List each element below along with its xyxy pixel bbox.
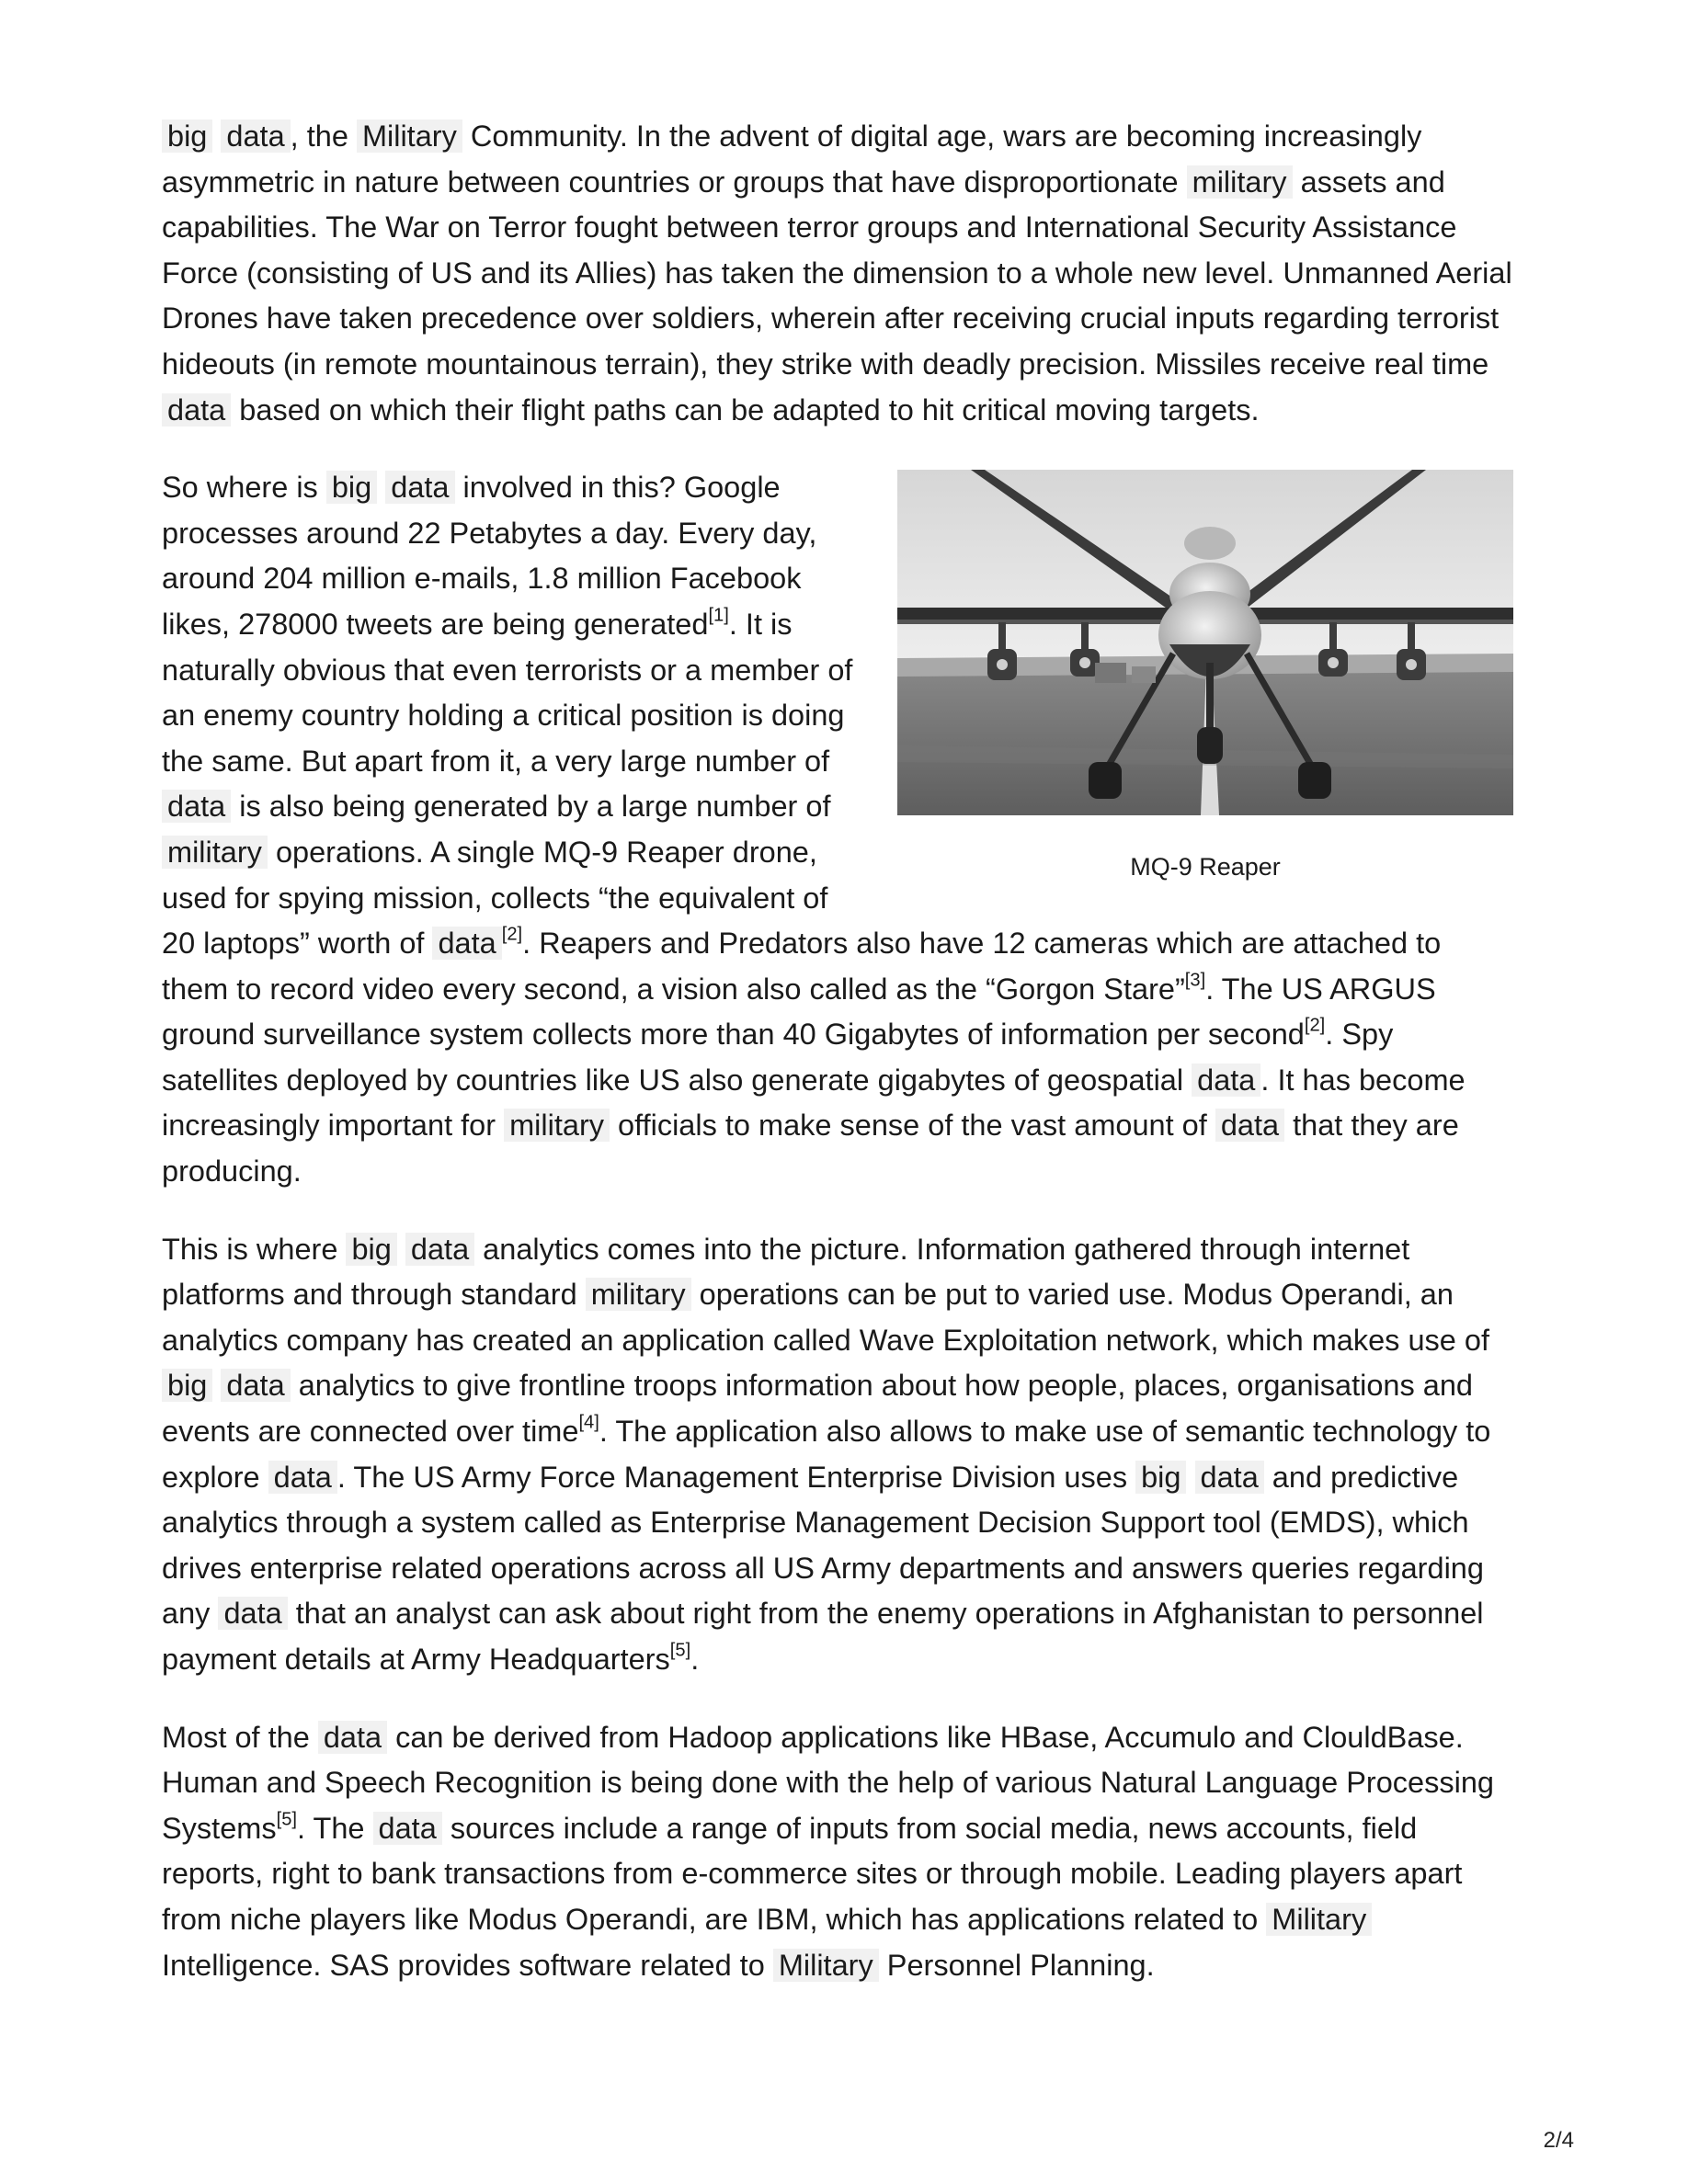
keyword-highlight: data [221,1369,290,1402]
article-body [162,114,1513,2020]
text-run: operations. A single MQ-9 Reaper drone, used for spying mission, collects “the equivalent of 20 laptops” worth of [162,835,828,961]
keyword-highlight: big [162,119,212,153]
text-run: that an analyst can ask about right from the enemy operations in Afghanistan to personnel payment details at Army Headquarters [162,1597,1484,1676]
keyword-highlight: data [218,1597,287,1630]
figure-mq9-reaper [897,470,1513,885]
text-run: . Spy satellites deployed by countries like US also generate gigabytes of geospatial [162,1018,1394,1097]
figure-caption: MQ-9 Reaper [1130,853,1281,882]
keyword-highlight: data [221,119,290,153]
text-run: . The US ARGUS ground surveillance system collects more than 40 Gigabytes of information per second [162,972,1436,1052]
text-run: . The application also allows to make use of semantic technology to explore [162,1415,1491,1494]
keyword-highlight: data [1192,1064,1260,1097]
text-run: . [690,1643,700,1676]
keyword-highlight: data [373,1812,442,1845]
citation-ref: [3] [1184,970,1206,991]
keyword-highlight: military [162,836,268,869]
citation-ref: [2] [501,924,523,945]
text-run: that they are producing. [162,1109,1459,1189]
text-run: Personnel Planning. [878,1948,1155,1982]
citation-ref: [1] [708,605,729,626]
text-run: . Reapers and Predators also have 12 cameras which are attached to them to record video every second, a vision also called as the “Gorgon Stare” [162,927,1442,1006]
keyword-highlight: big [326,471,377,504]
text-run: , the [290,119,357,153]
text-run: based on which their flight paths can be adapted to hit critical moving targets. [231,392,1260,427]
text-run: officials to make sense of the vast amount of [610,1109,1215,1143]
text-run: sources include a range of inputs from social media, news accounts, field reports, right to bank transactions from e-commerce sites or through mobile. Leading players apart from niche players like Modus Operandi, are IBM, which has applications related to [162,1811,1463,1936]
text-run: operations can be put to varied use. Modus Operandi, an analytics company has created an application called Wave Exploitation network, which makes use of [162,1278,1489,1357]
keyword-highlight: Military [773,1949,879,1982]
page-number: 2/4 [1543,2128,1574,2153]
text-run: and predictive analytics through a system called as Enterprise Management Decision Support tool (EMDS), which drives enterprise related operations across all US Army departments and answers queries regarding any [162,1460,1484,1631]
citation-ref: [2] [1304,1015,1326,1036]
text-run: analytics comes into the picture. Information gathered through internet platforms and through standard [162,1232,1410,1312]
text-run: Intelligence. SAS provides software related to [162,1948,773,1982]
paragraph-4 [162,1715,1513,1989]
text-run: . It is naturally obvious that even terrorists or a member of an enemy country holding a critical position is doing the same. But apart from it, a very large number of [162,607,853,778]
citation-ref: [4] [578,1412,599,1433]
text-run: involved in this? Google processes around 22 Petabytes a day. Every day, around 204 million e-mails, 1.8 million Facebook likes, 278000 tweets are being generated [162,471,817,641]
keyword-highlight: military [586,1278,691,1311]
keyword-highlight: data [318,1721,387,1754]
text-run: . It has become increasingly important for [162,1063,1466,1143]
citation-ref: [5] [276,1809,298,1830]
citation-ref: [5] [669,1640,691,1661]
text-run: can be derived from Hadoop applications like HBase, Accumulo and ClouldBase. Human and Speech Recognition is being done with the help of various Natural Language Processing Systems [162,1720,1494,1845]
drone-photo [897,470,1513,815]
keyword-highlight: data [385,471,454,504]
paragraph-1 [162,114,1513,433]
text-run: This is where [162,1232,347,1266]
keyword-highlight: military [1187,165,1293,199]
keyword-highlight: data [405,1233,474,1266]
text-run: . The US Army Force Management Enterprise Division uses [336,1460,1136,1494]
text-run: So where is [162,471,326,505]
keyword-highlight: big [1135,1461,1186,1494]
keyword-highlight: big [162,1369,212,1402]
keyword-highlight: data [1215,1109,1284,1142]
paragraph-3 [162,1227,1513,1683]
keyword-highlight: data [432,927,501,960]
text-run: assets and capabilities. The War on Terror fought between terror groups and International Security Assistance Force (consisting of US and its Allies) has taken the dimension to a whole new level. Unmanned Aerial Drones have taken precedence over soldiers, wherein after receiving crucial inputs regarding terrorist hideouts (in remote mountainous terrain), they strike with deadly precision. Missiles receive real time [162,165,1512,381]
keyword-highlight: Military [357,119,462,153]
keyword-highlight: data [1195,1461,1264,1494]
keyword-highlight: data [268,1461,337,1494]
text-run: is also being generated by a large number of [231,790,831,824]
text-run: Most of the [162,1720,318,1754]
keyword-highlight: data [162,393,231,427]
keyword-highlight: data [162,790,231,823]
keyword-highlight: Military [1266,1903,1372,1936]
keyword-highlight: big [346,1233,396,1266]
text-run: analytics to give frontline troops information about how people, places, organisations and events are connected over time [162,1369,1474,1449]
text-run: Community. In the advent of digital age, wars are becoming increasingly asymmetric in nature between countries or groups that have disproportionate [162,119,1422,199]
text-run: . The [297,1811,373,1845]
keyword-highlight: military [504,1109,610,1142]
